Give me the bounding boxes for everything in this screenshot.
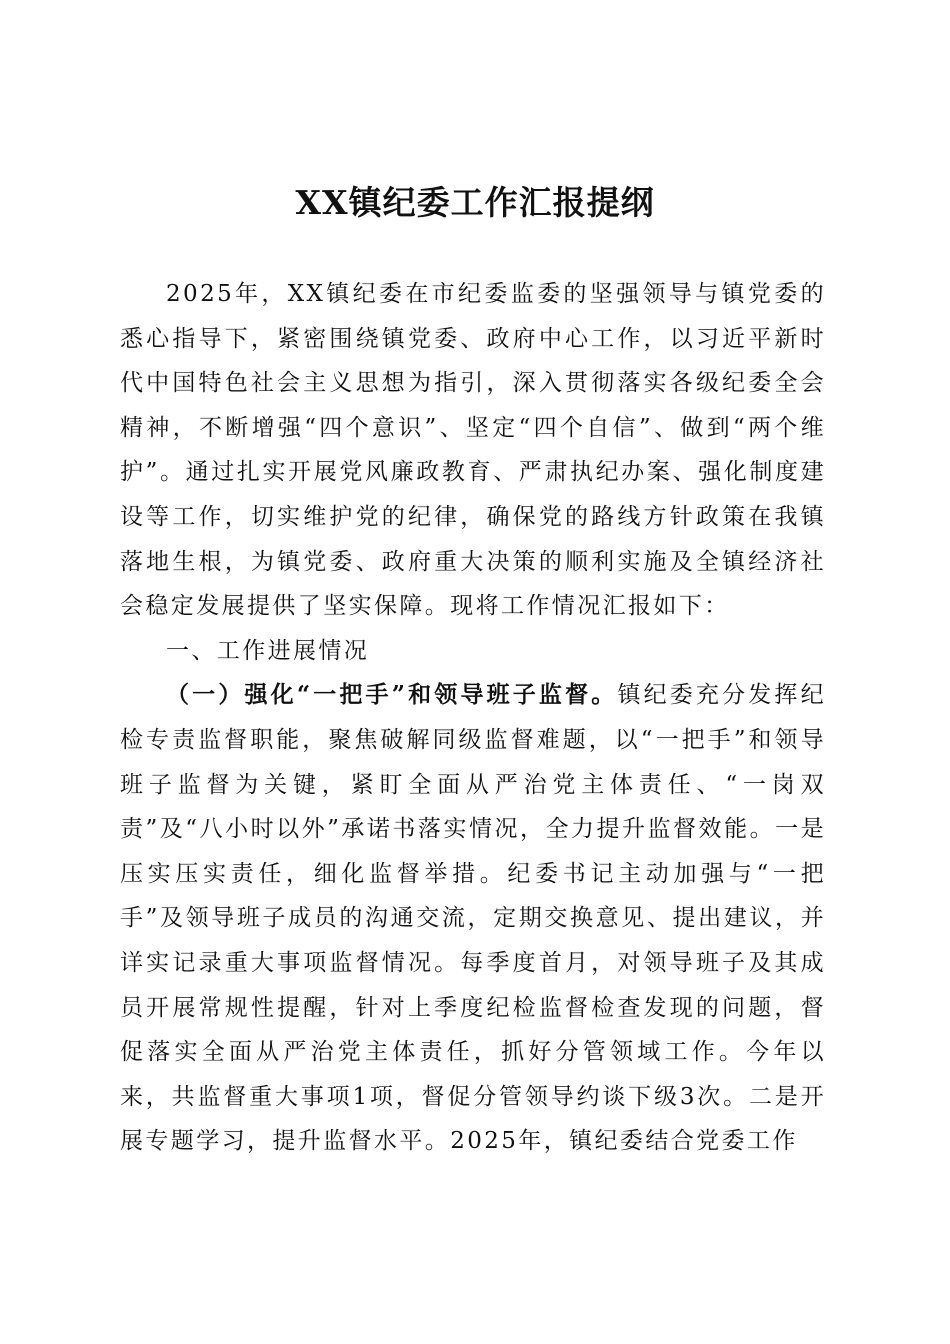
section-heading-1: 一、工作进展情况 — [166, 637, 370, 664]
subsection-body-1: 镇纪委充分发挥纪检专责监督职能，聚焦破解同级监督难题，以“一把手”和领导班子监督为关键，紧盯全面从严治党主体责任、“一岗双责”及“八小时以外”承诺书落实情况，全力提升监督效能。一是压实压实责任，细化监督举措。纪委书记主动加强与“一把手”及领导班子成员的沟通交流，定期交换意见、提出建议，并详实记录重大事项监督情况。每季度首月，对领导班子及其成员开展常规性提醒，针对上季度纪检监督检查发现的问题，督促落实全面从严治党主体责任，抓好分管领域工作。今年以来，共监督重大事项1项，督促分管领导约谈下级3次。二是开展专题学习，提升监督水平。2025年，镇纪委结合党委工作 — [120, 682, 826, 1155]
subsection-paragraph-1 — [120, 673, 826, 1164]
intro-paragraph: 2025年，XX镇纪委在市纪委监委的坚强领导与镇党委的悉心指导下，紧密围绕镇党委、政府中心工作，以习近平新时代中国特色社会主义思想为指引，深入贯彻落实各级纪委全会精神，不断增强“四个意识”、坚定“四个自信”、做到“两个维护”。通过扎实开展党风廉政教育、严肃执纪办案、强化制度建设等工作，切实维护党的纪律，确保党的路线方针政策在我镇落地生根，为镇党委、政府重大决策的顺利实施及全镇经济社会稳定发展提供了坚实保障。现将工作情况汇报如下： — [120, 281, 826, 620]
document-body — [120, 272, 826, 1164]
document-title: XX镇纪委工作汇报提纲 — [295, 183, 655, 222]
subsection-lead-1: （一）强化“一把手”和领导班子监督。 — [166, 681, 618, 709]
